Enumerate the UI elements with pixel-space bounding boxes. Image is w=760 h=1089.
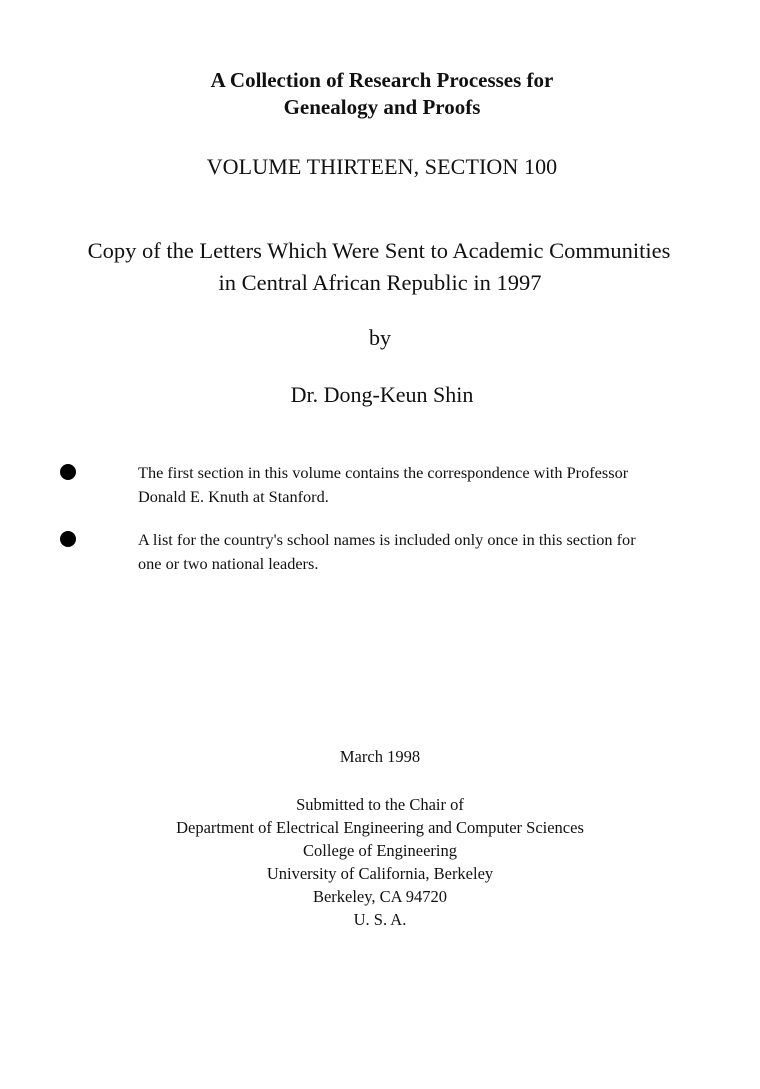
subtitle-line-2: in Central African Republic in 1997 xyxy=(218,270,542,295)
date: March 1998 xyxy=(339,747,421,766)
submission-line-6: U. S. A. xyxy=(353,910,407,929)
volume-heading: VOLUME THIRTEEN, SECTION 100 xyxy=(206,154,558,179)
bullet-item-1 xyxy=(138,461,738,509)
author-name: Dr. Dong-Keun Shin xyxy=(290,382,474,407)
bullet-item-2-line-1: A list for the country's school names is included only once in this section for xyxy=(138,530,636,549)
by-label: by xyxy=(369,325,391,350)
bullet-icon xyxy=(60,464,76,480)
title-line-1: A Collection of Research Processes for xyxy=(210,68,554,92)
bullet-item-1-line-1: The first section in this volume contains the correspondence with Professor xyxy=(138,463,629,482)
submission-line-2: Department of Electrical Engineering and Computer Sciences xyxy=(176,818,584,837)
submission-line-4: University of California, Berkeley xyxy=(266,864,494,883)
subtitle-line-1: Copy of the Letters Which Were Sent to Academic Communities xyxy=(87,238,671,263)
title-line-2: Genealogy and Proofs xyxy=(283,95,481,119)
bullet-item-2 xyxy=(138,528,738,576)
submission-line-3: College of Engineering xyxy=(303,841,457,860)
bullet-item-2-line-2: one or two national leaders. xyxy=(138,554,319,573)
submission-line-5: Berkeley, CA 94720 xyxy=(312,887,448,906)
submission-line-1: Submitted to the Chair of xyxy=(296,795,464,814)
bullet-item-1-line-2: Donald E. Knuth at Stanford. xyxy=(138,487,329,506)
bullet-icon xyxy=(60,531,76,547)
